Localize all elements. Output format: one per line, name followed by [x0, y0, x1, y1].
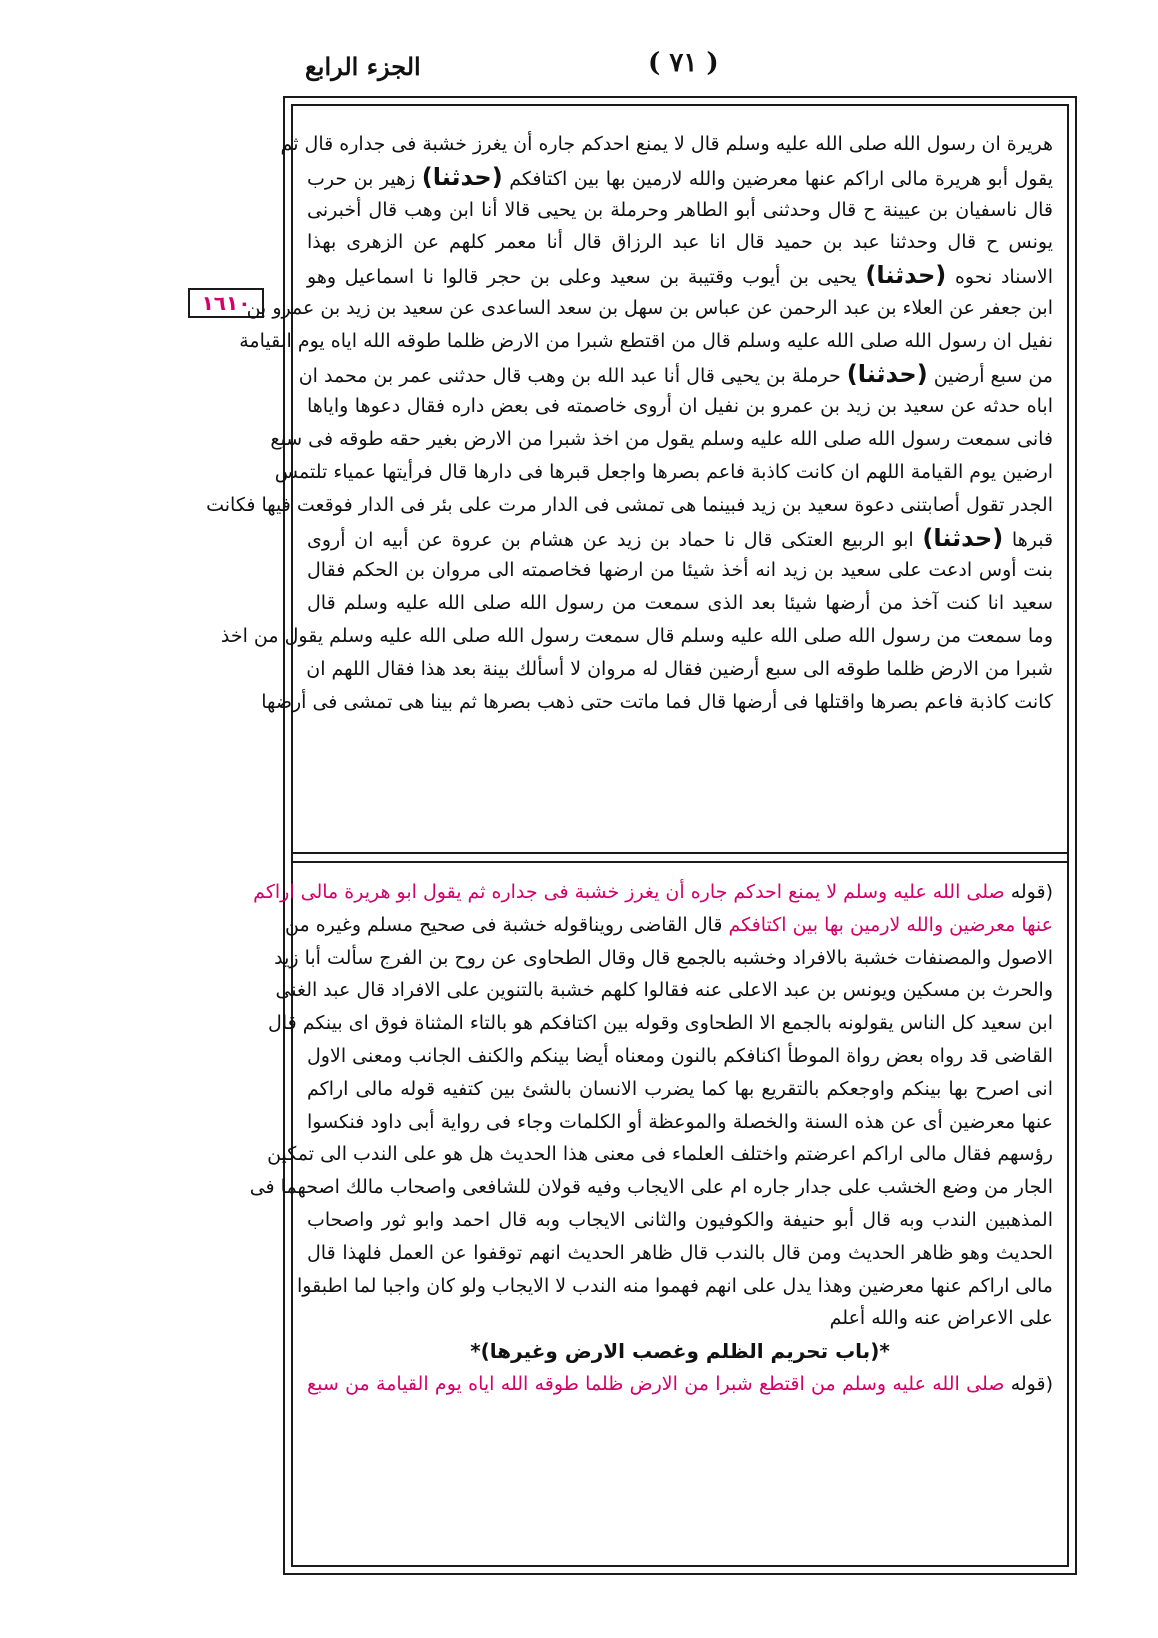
haddathana-keyword: (حدثنا) [865, 261, 947, 290]
text-segment: حرملة بن يحيى قال أنا عبد الله بن وهب قال حدثنى عمر بن محمد ان [298, 364, 841, 387]
text-segment: يقول أبو هريرة مالى اراكم عنها معرضين والله لارمين بها بين اكتافكم [509, 167, 1053, 190]
text-line: شبرا من الارض ظلما طوقه الى سبع أرضين فقال له مروان لا أسألك بينة بعد هذا فقال اللهم ان [306, 657, 1053, 680]
text-line: الاصول والمصنفات خشبة بالافراد وخشبه بالجمع قال وقال الطحاوى عن روح بن الفرج سألت أبا زيد [274, 946, 1053, 969]
text-segment: ح قال وحدثنا عبد بن حميد قال انا عبد الرزاق قال أنا معمر كلهم عن الزهرى بهذا [307, 231, 999, 254]
quoted-matn: صلى الله عليه وسلم لا يمنع احدكم جاره أن يغرز خشبة فى جداره ثم يقول ابو هريرة مالى اراكم [253, 881, 1005, 903]
text-segment: قال ناسفيان بن عيينة [882, 198, 1054, 221]
part-title: الجزء الرابع [305, 52, 421, 81]
text-line [307, 259, 1053, 292]
text-line [307, 522, 1053, 555]
text-line [307, 194, 1053, 227]
text-segment: من سبع أرضين [933, 364, 1053, 387]
text-line: والحرث بن مسكين ويونس بن عبد الاعلى عنه فقالوا كلهم خشبة بالتنوين على الافراد قال عبد الغنى [275, 979, 1053, 1002]
commentary-text [249, 876, 1053, 1401]
text-line [298, 358, 1053, 391]
text-segment: (قوله [1010, 1372, 1053, 1395]
text-line: اباه حدثه عن سعيد بن زيد بن عمرو بن نفيل ان أروى خاصمته فى بعض داره فقال دعوها واياها [307, 395, 1053, 418]
chapter-heading: *(باب تحريم الظلم وغصب الارض وغيرها)* [470, 1339, 890, 1364]
text-line: القاضى قد رواه بعض رواة الموطأ اكنافكم بالنون ومعناه أيضا بينكم والكنف الجانب ومعنى الاول [307, 1044, 1053, 1067]
text-line [253, 876, 1053, 909]
text-line [307, 226, 1053, 259]
text-line: مالى اراكم عنها معرضين وهذا يدل على انهم فهموا منه الندب لا الايجاب ولو كان واجبا لما اطبقوا [297, 1274, 1053, 1297]
text-segment: زهير بن حرب [307, 167, 416, 190]
text-segment: يونس [1008, 231, 1054, 254]
text-line: الجار من وضع الخشب على جدار جاره ام على الايجاب وفيه قولان للشافعى واصحاب مالك اصحهما فى [249, 1176, 1053, 1199]
hadith-number-badge: ١٦١٠ [188, 288, 264, 318]
text-line: على الاعراض عنه والله أعلم [829, 1307, 1053, 1330]
text-line: نفيل ان رسول الله صلى الله عليه وسلم قال من اقتطع شبرا من الارض ظلما طوقه الله اياه يوم القيامة [239, 329, 1053, 352]
text-segment: يحيى بن أيوب وقتيبة بن سعيد وعلى بن حجر قالوا نا اسماعيل وهو [307, 266, 857, 289]
quoted-matn: صلى الله عليه وسلم من اقتطع شبرا من الارض ظلما طوقه الله اياه يوم القيامة من سبع [307, 1372, 1005, 1395]
text-line: المذهبين الندب وبه قال أبو حنيفة والكوفيون والثانى الايجاب وبه قال احمد وابو ثور واصحاب [307, 1208, 1053, 1231]
text-line: فانى سمعت رسول الله صلى الله عليه وسلم يقول من اخذ شبرا من الارض بغير حقه طوقه فى سبع [270, 428, 1053, 451]
text-segment: قال القاضى رويناقوله خشبة فى صحيح مسلم وغيره من [285, 913, 723, 936]
text-segment: (قوله [1010, 881, 1053, 903]
haddathana-keyword: (حدثنا) [922, 523, 1004, 552]
haddathana-keyword: (حدثنا) [846, 359, 928, 388]
text-line: الجدر تقول أصابتنى دعوة سعيد بن زيد فبينما هى تمشى فى الدار مرت على بئر فى الدار فوقعت فيها فكانت [206, 493, 1053, 516]
haddathana-keyword: (حدثنا) [421, 162, 503, 191]
text-segment: ابو الربيع العتكى قال نا حماد بن زيد عن هشام بن عروة عن أبيه ان أروى [307, 528, 914, 551]
text-line: عنها معرضين أى عن هذه السنة والخصلة والموعظة أو الكلمات وجاء فى رواية أبى داود فنكسوا [307, 1110, 1053, 1133]
text-segment: قبرها [1011, 528, 1054, 551]
text-segment: ح قال وحدثنى أبو الطاهر وحرملة بن يحيى قالا أنا ابن وهب قال أخبرنى [307, 198, 876, 221]
text-line: انى اصرح بها بينكم واوجعكم بالتقريع بها كما يضرب الانسان بالشئ بين كتفيه قوله مالى اراكم [307, 1077, 1053, 1100]
text-line: ابن سعيد كل الناس يقولونه بالجمع الا الطحاوى وقوله بين اكتافكم هو بالتاء المثناة فوق اى بينكم قال [268, 1012, 1053, 1035]
text-line: سعيد انا كنت آخذ من أرضها شيئا بعد الذى سمعت من رسول الله صلى الله عليه وسلم قال [307, 592, 1053, 615]
text-line: وما سمعت من رسول الله صلى الله عليه وسلم قال سمعت رسول الله صلى الله عليه وسلم يقول من اخذ [220, 624, 1053, 647]
text-line [307, 1368, 1053, 1401]
text-line: ابن جعفر عن العلاء بن عبد الرحمن عن عباس بن سهل بن سعد الساعدى عن سعيد بن زيد بن عمرو بن [246, 296, 1053, 319]
section-divider [293, 852, 1067, 863]
text-line: هريرة ان رسول الله صلى الله عليه وسلم قال لا يمنع احدكم جاره أن يغرز خشبة فى جداره قال ثم [280, 133, 1053, 155]
text-line [307, 161, 1053, 194]
page-number: ( ٧١ ) [648, 48, 719, 78]
text-line: بنت أوس ادعت على سعيد بن زيد انه أخذ شيئا من ارضها فخاصمته الى مروان بن الحكم فقال [307, 559, 1053, 582]
text-line [285, 909, 1053, 942]
text-line: رؤسهم فقال مالى اراكم اعرضتم واختلف العلماء فى معنى هذا الحديث هل هو على الندب الى تمكين [267, 1143, 1053, 1166]
text-line: كانت كاذبة فاعم بصرها واقتلها فى أرضها قال فما ماتت حتى ذهب بصرها ثم بينا هى تمشى فى أرضها [261, 690, 1053, 713]
text-segment: الاسناد نحوه [954, 266, 1053, 289]
quoted-matn: عنها معرضين والله لارمين بها بين اكتافكم [728, 913, 1053, 936]
text-line: ارضين يوم القيامة اللهم ان كانت كاذبة فاعم بصرها واجعل قبرها فى دارها قال فرأيتها عمياء تلتمس [274, 460, 1053, 483]
text-line: الحديث وهو ظاهر الحديث ومن قال بالندب قال ظاهر الحديث انهم توقفوا عن العمل فلهذا قال [307, 1241, 1053, 1264]
